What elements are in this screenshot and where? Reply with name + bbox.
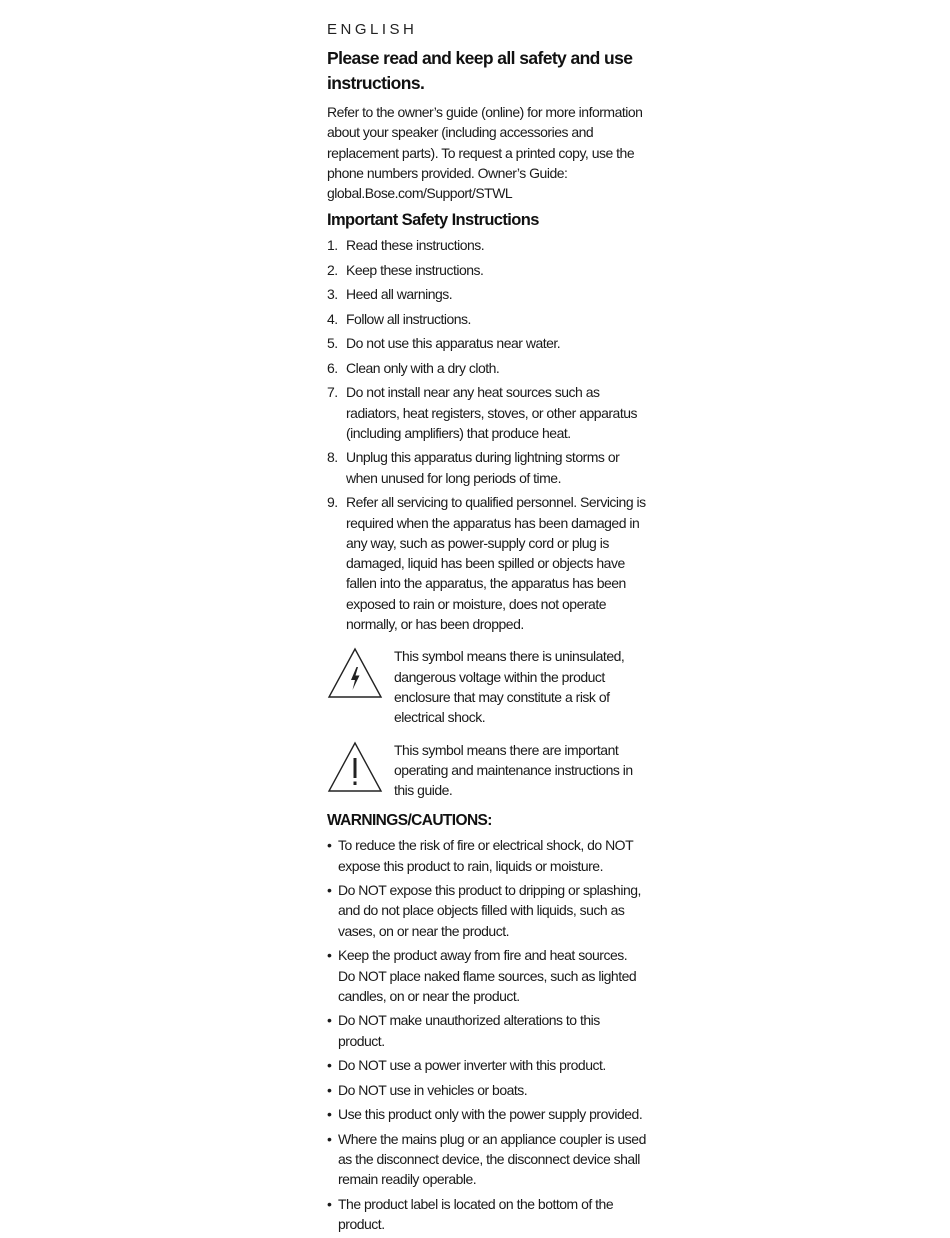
symbol-instructions-text: This symbol means there are important operating and maintenance instructions in this guide. [394,741,633,799]
lightning-warning-icon [327,646,383,702]
item-number: 9. [327,494,338,511]
list-item [327,1080,647,1100]
warnings-title: WARNINGS/CAUTIONS: [327,812,492,830]
important-safety-title: Important Safety Instructions [327,211,539,230]
intro-paragraph: Refer to the owner’s guide (online) for more information about your speaker (including accessories and replacement parts). To request a printed copy, use the phone numbers provided. Owner’s Guide: global.Bose.com/Support/STWL [327,104,643,202]
bullet: • [327,1195,332,1212]
exclamation-warning-icon [327,740,383,796]
list-item [327,492,647,634]
list-item [327,235,647,255]
list-item [327,880,647,941]
list-item [327,358,647,378]
item-text: Do NOT make unauthorized alterations to this product. [338,1012,600,1049]
list-item [327,260,647,280]
item-text: Keep the product away from fire and heat sources. Do NOT place naked flame sources, such as lighted candles, on or near the product. [338,947,637,1004]
document-column [327,18,647,1238]
item-text: Do NOT use a power inverter with this product. [338,1057,606,1074]
item-text: Heed all warnings. [346,286,453,303]
list-item [327,333,647,353]
instructions-list [327,235,647,634]
list-item [327,835,647,876]
item-text: Do not install near any heat sources such as radiators, heat registers, stoves, or other apparatus (including amplifiers) that produce heat. [346,384,637,441]
bullet: • [327,1012,332,1029]
item-number: 1. [327,237,338,254]
bullet: • [327,1106,332,1123]
item-number: 5. [327,335,338,352]
item-text: Refer all servicing to qualified personnel. Servicing is required when the apparatus has been damaged in any way, such as power-supply cord or plug is damaged, liquid has been spilled or objects have fallen into the apparatus, the apparatus has been exposed to rain or moisture, does not operate normally, or has been dropped. [346,494,646,633]
warnings-list [327,835,647,1234]
symbol-row-voltage [327,646,647,727]
item-number: 6. [327,359,338,376]
list-item [327,1010,647,1051]
bullet: • [327,1057,332,1074]
list-item [327,309,647,329]
item-text: Use this product only with the power supply provided. [338,1106,643,1123]
item-number: 2. [327,261,338,278]
item-text: Unplug this apparatus during lightning storms or when unused for long periods of time. [346,449,620,486]
item-text: Clean only with a dry cloth. [346,359,500,376]
item-text: Follow all instructions. [346,310,471,327]
item-text: Read these instructions. [346,237,485,254]
bullet: • [327,837,332,854]
language-label: ENGLISH [327,21,418,38]
item-text: The product label is located on the bottom of the product. [338,1195,614,1232]
bullet: • [327,882,332,899]
item-text: Do not use this apparatus near water. [346,335,561,352]
item-number: 4. [327,310,338,327]
list-item [327,1055,647,1075]
item-text: Do NOT use in vehicles or boats. [338,1081,528,1098]
item-number: 3. [327,286,338,303]
bullet: • [327,1081,332,1098]
item-number: 8. [327,449,338,466]
main-heading: Please read and keep all safety and use instructions. [327,48,633,93]
list-item [327,1129,647,1190]
item-number: 7. [327,384,338,401]
symbol-voltage-text: This symbol means there is uninsulated, dangerous voltage within the product enclosure that may constitute a risk of electrical shock. [394,648,625,726]
list-item [327,447,647,488]
list-item [327,1194,647,1235]
item-text: To reduce the risk of fire or electrical shock, do NOT expose this product to rain, liquids or moisture. [338,837,633,874]
list-item [327,382,647,443]
item-text: Where the mains plug or an appliance coupler is used as the disconnect device, the disconnect device shall remain readily operable. [338,1130,646,1188]
list-item [327,1104,647,1124]
list-item [327,945,647,1006]
bullet: • [327,947,332,964]
item-text: Do NOT expose this product to dripping or splashing, and do not place objects filled with liquids, such as vases, on or near the product. [338,882,641,939]
bullet: • [327,1130,332,1147]
item-text: Keep these instructions. [346,261,484,278]
list-item [327,284,647,304]
symbol-row-instructions [327,740,647,801]
